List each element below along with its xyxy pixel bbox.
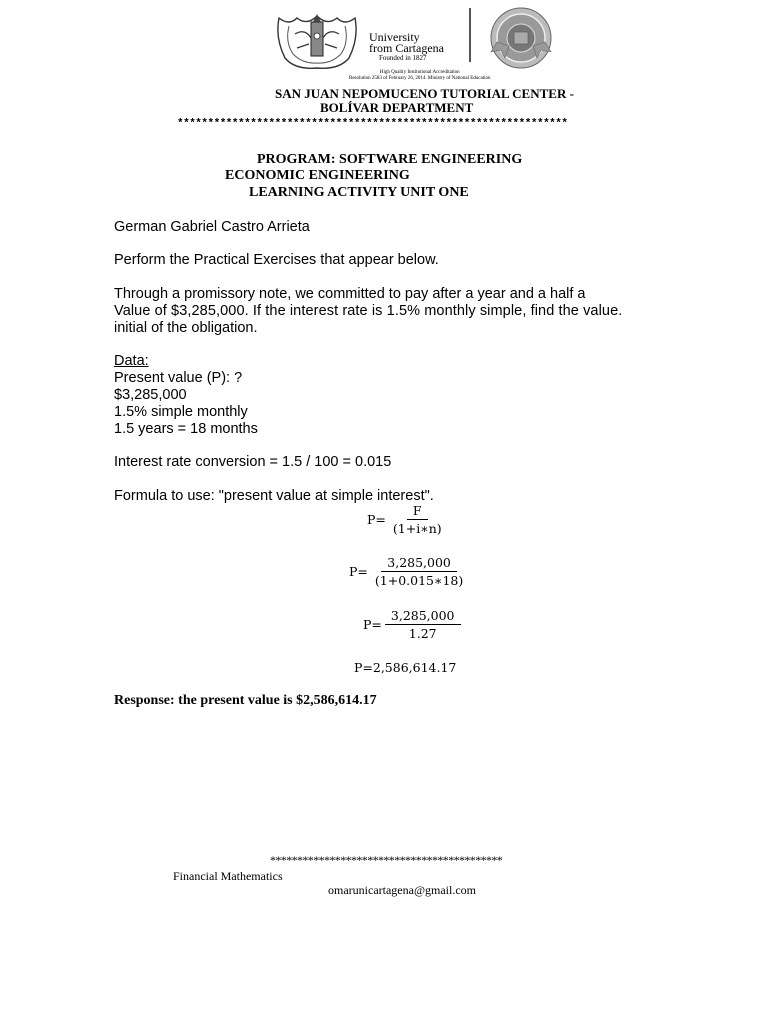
rate-conversion: Interest rate conversion = 1.5 / 100 = 0.015 xyxy=(114,454,392,470)
university-name: University from Cartagena xyxy=(369,30,444,55)
activity-title: LEARNING ACTIVITY UNIT ONE xyxy=(249,185,469,200)
footer-course: Financial Mathematics xyxy=(173,869,283,883)
course-title: ECONOMIC ENGINEERING xyxy=(225,168,410,183)
university-logo-block xyxy=(275,6,565,88)
footer-divider-stars: ******************************************* xyxy=(270,853,503,867)
program-title: PROGRAM: SOFTWARE ENGINEERING xyxy=(257,152,523,167)
accreditation-seal-logo xyxy=(485,6,557,72)
formula-result: P=2,586,614.17 xyxy=(354,660,457,675)
formula-fraction xyxy=(371,555,467,588)
data-item: $3,285,000 xyxy=(114,387,187,403)
formula-denominator: 1.27 xyxy=(408,626,437,641)
formula-denominator: (1+i∗n) xyxy=(392,521,442,536)
data-item: 1.5% simple monthly xyxy=(114,404,248,420)
data-item: 1.5 years = 18 months xyxy=(114,421,258,437)
formula-fraction xyxy=(385,608,461,641)
author-name: German Gabriel Castro Arrieta xyxy=(114,219,310,235)
formula-numerator: 3,285,000 xyxy=(385,608,461,625)
university-crest-logo xyxy=(275,8,359,70)
header-divider-stars: **************************************************************** xyxy=(177,118,568,130)
formula-denominator: (1+0.015∗18) xyxy=(374,573,464,588)
accreditation-text: High Quality Institutional Accreditation Resolution 2583 of February 26, 2014. Ministry of National Education xyxy=(349,70,491,81)
formula-numerator: 3,285,000 xyxy=(381,555,457,572)
founded-text: Founded in 1827 xyxy=(379,54,427,62)
tutorial-center-heading: SAN JUAN NEPOMUCENO TUTORIAL CENTER - xyxy=(275,86,574,101)
formula-intro: Formula to use: "present value at simple interest". xyxy=(114,488,434,504)
problem-line-1: Through a promissory note, we committed to pay after a year and a half a xyxy=(114,286,586,302)
problem-line-2: Value of $3,285,000. If the interest rate is 1.5% monthly simple, find the value. xyxy=(114,303,623,319)
data-heading: Data: xyxy=(114,353,149,369)
formula-general xyxy=(367,503,446,536)
formula-fraction xyxy=(389,503,446,536)
response-text: Response: the present value is $2,586,614.17 xyxy=(114,693,377,708)
department-heading: BOLÍVAR DEPARTMENT xyxy=(320,100,474,115)
logo-divider xyxy=(469,8,471,62)
formula-lhs: P= xyxy=(363,617,382,632)
formula-numerator: F xyxy=(407,503,428,520)
problem-line-3: initial of the obligation. xyxy=(114,320,258,336)
footer-email: omarunicartagena@gmail.com xyxy=(328,883,476,897)
formula-substituted xyxy=(349,555,467,588)
data-item: Present value (P): ? xyxy=(114,370,243,386)
instruction-text: Perform the Practical Exercises that appear below. xyxy=(114,252,439,268)
formula-lhs: P= xyxy=(367,512,386,527)
formula-simplified xyxy=(363,608,461,641)
formula-lhs: P= xyxy=(349,564,368,579)
